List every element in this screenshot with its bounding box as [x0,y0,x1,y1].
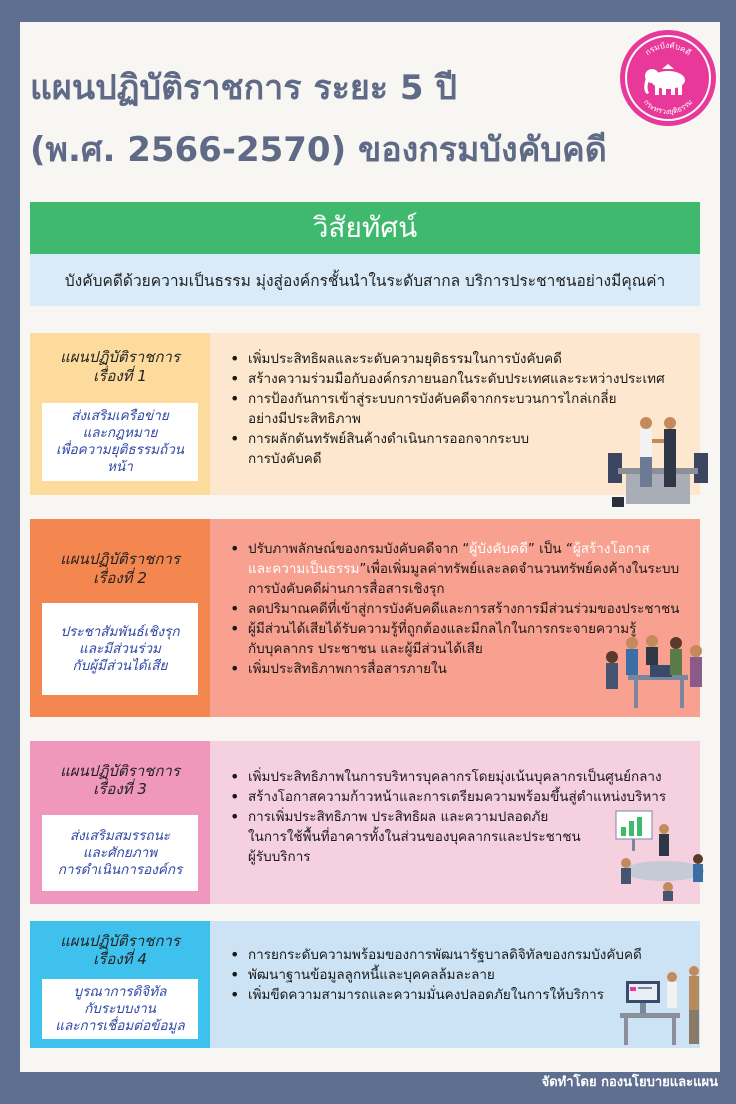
plan-4-theme-box [42,979,198,1039]
list-item [230,369,665,389]
list-item [230,539,680,599]
plan-2-right-panel [210,519,700,717]
list-item [230,985,642,1005]
list-item [230,599,680,619]
highlight-text: ผู้บังคับคดี [469,541,528,557]
department-logo [620,30,716,126]
bullet-text-part: ”เพื่อเพิ่มมูลค่าทรัพย์และลดจำนวนทรัพย์คงค้างในระบบ [359,561,680,577]
bullet-text: ในการใช้พื้นที่อาคารทั้งในส่วนของบุคลากรและประชาชน [248,829,581,845]
plan-1-theme-line: เพื่อความยุติธรรมถ้วน [55,442,184,458]
page-title-line2: (พ.ศ. 2566-2570) ของกรมบังคับคดี [30,130,607,170]
bullet-text: ผู้รับบริการ [248,849,311,865]
plan-1-left-panel [30,333,210,495]
plan-4-theme-line: กับระบบงาน [84,1000,156,1017]
plan-2-theme-line: และมีส่วนร่วม [79,640,161,657]
bullet-text: การบังคับคดีผ่านการสื่อสารเชิงรุก [248,581,445,597]
bullet-text [248,559,680,579]
plan-3-title-line1: แผนปฏิบัติราชการ [60,762,180,780]
logo-top-text: กรมบังคับคดี [643,40,693,58]
highlight-text: ผู้สร้างโอกาส [572,541,650,557]
plan-1-theme-box [42,403,198,481]
bullet-text: • การผลักดันทรัพย์สินค้างดำเนินการออกจากระบบ [248,431,530,447]
bullet-text: • สร้างโอกาสความก้าวหน้าและการเตรียมความพร้อมขึ้นสู่ตำแหน่งบริหาร [248,789,667,805]
plan-4-theme-line: และการเชื่อมต่อข้อมูล [55,1017,185,1034]
list-item [230,767,666,787]
bullet-text: • ลดปริมาณคดีที่เข้าสู่การบังคับคดีและการสร้างการมีส่วนร่วมของประชาชน [248,601,680,617]
vision-heading: วิสัยทัศน์ [30,202,700,254]
plan-4-bullets [230,945,642,1005]
bullet-text: • การเพิ่มประสิทธิภาพ ประสิทธิผล และความปลอดภัย [248,809,549,825]
bullet-text: • การป้องกันการเข้าสู่ระบบการบังคับคดีจากกระบวนการไกล่เกลี่ย [248,391,617,407]
list-item [230,787,666,807]
presentation-illustration-icon [606,807,714,901]
bullet-text: การบังคับคดี [248,451,322,467]
bullet-text-part: ปรับภาพลักษณ์ของกรมบังคับคดีจาก “ [248,541,470,557]
plan-4-theme-line: บูรณาการดิจิทัล [73,983,167,1000]
plan-3-theme-line: การดำเนินการองค์กร [57,861,183,878]
list-item [230,807,666,867]
highlight-text: และความเป็นธรรม [248,561,360,577]
plan-2 [30,519,700,717]
list-item [230,349,665,369]
plan-3-left-panel [30,741,210,904]
list-item [230,945,642,965]
svg-text:กระทรวงยุติธรรม [642,98,694,117]
plan-1 [30,333,700,495]
plan-1-title-line2: เรื่องที่ 1 [93,367,147,385]
bullet-text: • เพิ่มประสิทธิภาพในการบริหารบุคลากรโดยมุ่งเน้นบุคลากรเป็นศูนย์กลาง [248,769,662,785]
plan-1-theme-line: หน้า [107,459,133,475]
plan-3-right-panel [210,741,700,904]
plan-1-theme-line: และกฎหมาย [82,425,158,441]
footer-credit: จัดทำโดย กองนโยบายและแผน [541,1075,718,1090]
plan-2-theme-line: ประชาสัมพันธ์เชิงรุก [60,623,180,640]
plan-3-theme-line: และศักยภาพ [82,844,158,861]
plan-1-title-line1: แผนปฏิบัติราชการ [60,348,180,366]
plan-4-title-line2: เรื่องที่ 4 [93,950,147,968]
plan-2-theme-line: กับผู้มีส่วนได้เสีย [72,657,168,674]
plan-3 [30,741,700,904]
computer-work-illustration-icon [616,963,708,1047]
plan-2-title-line1: แผนปฏิบัติราชการ [60,550,180,568]
plan-4-title-line1: แผนปฏิบัติราชการ [60,932,180,950]
bullet-text: อย่างมีประสิทธิภาพ [248,411,361,427]
plan-3-theme-box [42,815,198,891]
bullet-text: • ผู้มีส่วนได้เสียได้รับความรู้ที่ถูกต้องและมีกลไกในการกระจายความรู้ [248,621,637,637]
vision-statement: บังคับคดีด้วยความเป็นธรรม มุ่งสู่องค์กรชั้นนำในระดับสากล บริการประชาชนอย่างมีคุณค่า [30,254,700,306]
plan-3-bullets [230,767,666,867]
bullet-text: • สร้างความร่วมมือกับองค์กรภายนอกในระดับประเทศและระหว่างประเทศ [248,371,665,387]
plan-2-left-panel [30,519,210,717]
elephant-seal-icon [628,38,708,118]
bullet-text: • พัฒนาฐานข้อมูลลูกหนี้และบุคคลล้มละลาย [248,967,495,983]
bullet-text: • การยกระดับความพร้อมของการพัฒนารัฐบาลดิจิทัลของกรมบังคับคดี [248,947,642,963]
plan-1-right-panel [210,333,700,495]
plan-2-title-line2: เรื่องที่ 2 [93,569,147,587]
plan-3-theme-line: ส่งเสริมสมรรถนะ [69,827,171,844]
bullet-text: • เพิ่มประสิทธิภาพการสื่อสารภายใน [248,661,447,677]
plan-4 [30,921,700,1048]
plan-2-theme-box [42,603,198,695]
bullet-text: กับบุคลากร ประชาชน และผู้มีส่วนได้เสีย [248,641,483,657]
plan-3-title-line2: เรื่องที่ 3 [93,780,147,798]
plan-1-theme-line: ส่งเสริมเครือข่าย [71,408,169,424]
svg-text:กรมบังคับคดี [643,41,692,57]
page-title-line1: แผนปฏิบัติราชการ ระยะ 5 ปี [30,68,457,108]
bullet-text-part: ” เป็น “ [527,541,573,557]
bullet-text: • เพิ่มประสิทธิผลและระดับความยุติธรรมในการบังคับคดี [248,351,562,367]
bullet-text: • เพิ่มขีดความสามารถและความมั่นคงปลอดภัยในการให้บริการ [248,987,604,1003]
bullet-text [248,539,680,559]
plan-4-right-panel [210,921,700,1048]
logo-bottom-text: กระทรวงยุติธรรม [641,97,695,117]
list-item [230,965,642,985]
team-meeting-illustration-icon [598,627,710,713]
handshake-illustration-icon [598,413,718,513]
plan-4-left-panel [30,921,210,1048]
